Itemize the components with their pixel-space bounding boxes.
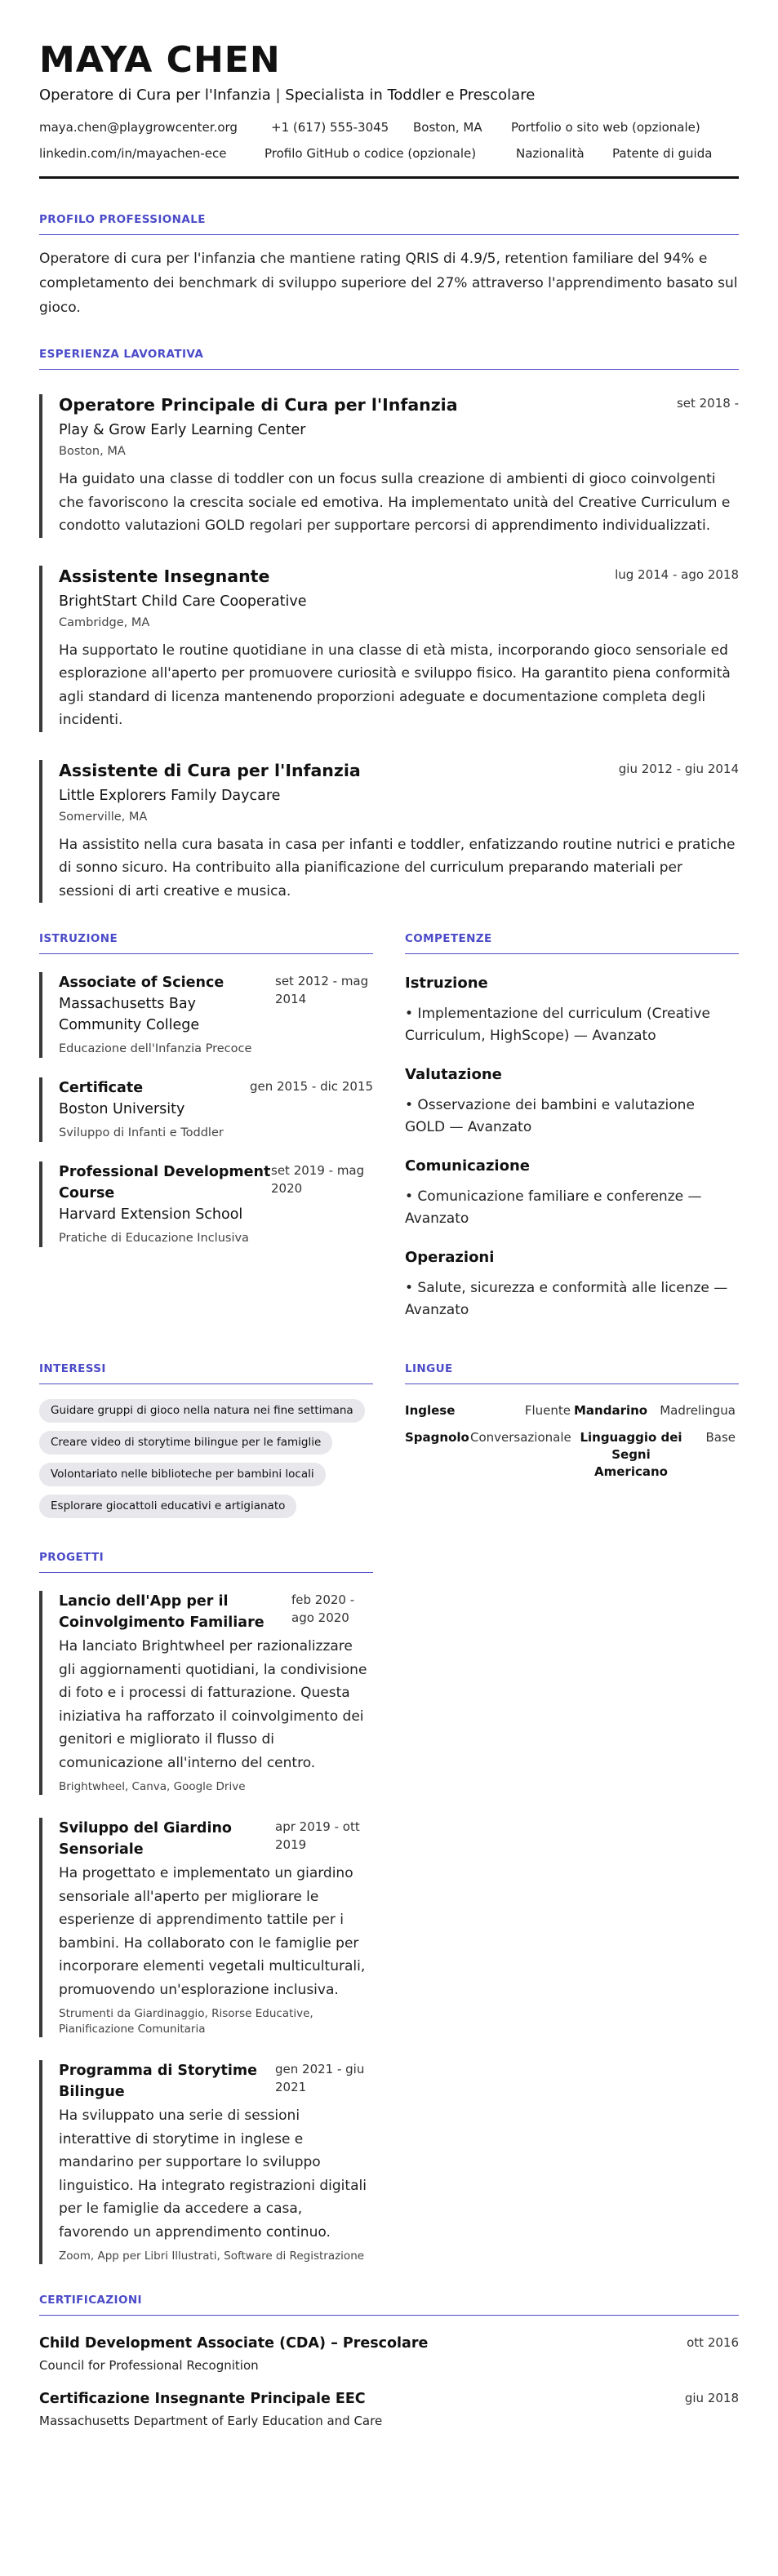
projects-section [39,1551,373,2264]
language-name: Mandarino [574,1403,648,1418]
education-entry [39,1077,373,1142]
interests-title: INTERESSI [39,1362,373,1384]
language-level: Fluente [524,1403,571,1418]
job-title: Operatore Principale di Cura per l'Infanzia [59,395,458,415]
certification-name: Certificazione Insegnante Principale EEC [39,2391,366,2407]
skill-detail: • Osservazione dei bambini e valutazione GOLD — Avanzato [405,1097,695,1135]
summary-text: Operatore di cura per l'infanzia che mantiene rating QRIS di 4.9/5, retention familiare del 94% e completamento dei benchmark di sviluppo superiore del 27% attraverso l'apprendimento basato sul gioco. [39,251,738,316]
education-date: gen 2015 - dic 2015 [249,1079,373,1094]
skill-group [405,1065,739,1139]
language-name: Spagnolo [405,1430,469,1445]
experience-section [39,348,739,903]
skill-category: Istruzione [405,975,488,992]
job-title: Assistente Insegnante [59,566,270,586]
summary-title: PROFILO PROFESSIONALE [39,213,739,235]
project-description: Ha sviluppato una serie di sessioni interattive di storytime in inglese e mandarino per supportare lo sviluppo linguistico. Ha integrato registrazioni digitali per le famiglie da accedere a casa, favorendo un apprendimento continuo. [59,2107,367,2241]
job-company: Play & Grow Early Learning Center [59,422,306,438]
certification-date: giu 2018 [684,2391,739,2405]
resume-page [39,39,739,2430]
resume-header [39,39,739,179]
job-location: Somerville, MA [59,810,148,824]
contact-phone[interactable]: +1 (617) 555-3045 [271,120,389,135]
certification-name: Child Development Associate (CDA) – Prescolare [39,2335,429,2352]
skill-detail: • Comunicazione familiare e conferenze — Avanzato [405,1188,702,1227]
contact-nationality: Nazionalità [516,146,585,161]
project-date: apr 2019 - ott 2019 [275,1819,360,1852]
education-entry [39,1161,373,1247]
education-title: ISTRUZIONE [39,932,373,954]
contact-row-1 [39,119,739,135]
job-description: Ha supportato le routine quotidiane in una classe di età mista, incorporando gioco sensoriale ed esplorazione all'aperto per promuovere curiosità e sviluppo fisico. Ha garantito piena conformità agli standard di licenza mantenendo proporzioni adeguate e documentazione completa degli incidenti. [59,642,731,728]
skill-group [405,1248,739,1321]
languages-grid [405,1402,739,1481]
education-degree: Professional Development Course [59,1164,271,1201]
job-location: Boston, MA [59,445,126,458]
education-field: Educazione dell'Infanzia Precoce [59,1042,252,1055]
summary-section [39,213,739,320]
certification-entry [39,2334,739,2374]
education-degree: Certificate [59,1080,144,1096]
project-tech: Brightwheel, Canva, Google Drive [59,1780,246,1793]
job-location: Cambridge, MA [59,615,150,629]
contact-github[interactable]: Profilo GitHub o codice (opzionale) [265,146,477,161]
job-date: lug 2014 - ago 2018 [615,566,739,582]
project-title: Lancio dell'App per il Coinvolgimento Familiare [59,1593,265,1631]
projects-title: PROGETTI [39,1551,373,1573]
language-level: Madrelingua [660,1403,736,1418]
contact-row-2 [39,145,739,162]
project-entry [39,2060,373,2264]
education-date: set 2019 - mag 2020 [271,1163,365,1196]
skill-detail: • Implementazione del curriculum (Creative Curriculum, HighScope) — Avanzato [405,1006,710,1044]
certifications-title: CERTIFICAZIONI [39,2294,739,2316]
candidate-headline: Operatore di Cura per l'Infanzia | Specialista in Toddler e Prescolare [39,87,536,104]
certifications-section [39,2294,739,2430]
education-section [39,932,373,1321]
skill-category: Comunicazione [405,1157,530,1175]
job-entry [39,394,739,538]
interest-chip: Guidare gruppi di gioco nella natura nei fine settimana [39,1399,365,1423]
education-entry [39,972,373,1058]
interest-chip: Esplorare giocattoli educativi e artigianato [39,1495,296,1518]
language-level: Base [705,1430,736,1445]
project-entry [39,1818,373,2037]
language-name: Inglese [405,1403,456,1418]
education-skills-row [39,932,739,1321]
language-level: Conversazionale [470,1430,571,1445]
contact-driving-license: Patente di guida [612,146,713,161]
contact-linkedin[interactable]: linkedin.com/in/mayachen-ece [39,146,227,161]
job-company: BrightStart Child Care Cooperative [59,593,307,610]
job-description: Ha assistito nella cura basata in casa per infanti e toddler, enfatizzando routine nutrici e pratiche di sonno sicuro. Ha contribuito alla pianificazione del curriculum preparando materiali per sessioni di arti creative e musica. [59,836,736,899]
skills-section [405,932,739,1321]
project-title: Sviluppo del Giardino Sensoriale [59,1820,232,1858]
skill-category: Valutazione [405,1066,502,1083]
project-tech: Zoom, App per Libri Illustrati, Software di Registrazione [59,2250,365,2263]
skill-group [405,1157,739,1230]
candidate-name: MAYA CHEN [39,39,281,81]
certification-org: Council for Professional Recognition [39,2358,259,2373]
experience-title: ESPERIENZA LAVORATIVA [39,348,739,370]
job-date: set 2018 - [676,396,739,411]
interest-chip: Creare video di storytime bilingue per le famiglie [39,1431,332,1455]
project-date: gen 2021 - giu 2021 [275,2062,365,2094]
project-description: Ha progettato e implementato un giardino sensoriale all'aperto per migliorare le esperienze di apprendimento tattile per i bambini. Ha collaborato con le famiglie per incorporare elementi vegetali multiculturali, promuovendo un'esplorazione inclusiva. [59,1865,366,1998]
project-entry [39,1591,373,1795]
certification-date: ott 2016 [687,2335,739,2350]
education-school: Boston University [59,1101,185,1117]
certification-org: Massachusetts Department of Early Education and Care [39,2414,383,2428]
skill-category: Operazioni [405,1249,495,1266]
education-field: Pratiche di Educazione Inclusiva [59,1232,249,1245]
skill-detail: • Salute, sicurezza e conformità alle licenze — Avanzato [405,1280,728,1318]
education-date: set 2012 - mag 2014 [275,974,369,1006]
interest-chip-list [39,1399,373,1518]
education-school: Massachusetts Bay Community College [59,996,200,1033]
contact-email[interactable]: maya.chen@playgrowcenter.org [39,120,238,135]
education-field: Sviluppo di Infanti e Toddler [59,1126,224,1139]
interests-section [39,1362,373,1518]
interests-languages-row [39,1362,739,1518]
job-description: Ha guidato una classe di toddler con un focus sulla creazione di ambienti di gioco coinvolgenti che favoriscono la crescita sociale ed emotiva. Ha implementato unità del Creative Curriculum e condotto valutazioni GOLD regolari per supportare percorsi di apprendimento individualizzati. [59,471,731,534]
header-divider [39,176,739,179]
language-name: Linguaggio dei Segni Americano [580,1430,682,1479]
languages-title: LINGUE [405,1362,739,1384]
job-title: Assistente di Cura per l'Infanzia [59,760,361,780]
interest-chip: Volontariato nelle biblioteche per bambini locali [39,1463,326,1486]
contact-location: Boston, MA [413,120,482,135]
contact-portfolio[interactable]: Portfolio o sito web (opzionale) [511,120,700,135]
skills-title: COMPETENZE [405,932,739,954]
project-tech: Strumenti da Giardinaggio, Risorse Educative, Pianificazione Comunitaria [59,2007,313,2036]
job-date: giu 2012 - giu 2014 [618,761,739,776]
certification-entry [39,2389,739,2430]
education-school: Harvard Extension School [59,1206,243,1223]
education-degree: Associate of Science [59,975,225,991]
skill-group [405,974,739,1047]
job-company: Little Explorers Family Daycare [59,787,281,804]
project-description: Ha lanciato Brightwheel per razionalizzare gli aggiornamenti quotidiani, la condivisione di foto e i processi di fatturazione. Questa iniziativa ha rafforzato il coinvolgimento dei genitori e migliorato il flusso di comunicazione all'interno del centro. [59,1638,367,1771]
job-entry [39,760,739,904]
languages-section [405,1362,739,1518]
job-entry [39,566,739,732]
project-date: feb 2020 - ago 2020 [291,1592,355,1625]
project-title: Programma di Storytime Bilingue [59,2063,257,2100]
